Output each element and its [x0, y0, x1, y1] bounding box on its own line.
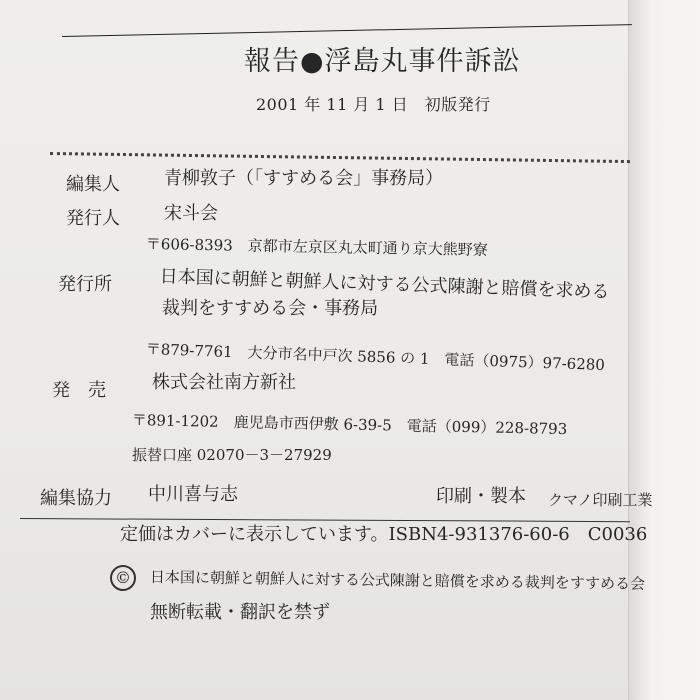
sales-address: 〒891-1202 鹿児島市西伊敷 6-39-5 電話（099）228-8793 — [131, 411, 568, 439]
edition-date: 2001 年 11 月 1 日 初版発行 — [256, 95, 491, 114]
cooperation-value: 中川喜与志 — [148, 484, 238, 505]
transfer-account: 振替口座 02070－3－27929 — [132, 446, 332, 464]
dotted-divider — [50, 152, 630, 163]
editor-label: 編集人 — [66, 174, 120, 195]
office-address: 〒879-7761 大分市名中戸次 5856 の 1 電話（0975）97-6280 — [145, 340, 606, 375]
editor-value: 青柳敦子（「すすめる会」事務局） — [164, 168, 444, 189]
copyright-icon: © — [110, 565, 136, 591]
page-edge — [628, 0, 700, 700]
book-title: 報告●浮島丸事件訴訟 — [244, 46, 521, 77]
publisher-label: 発行人 — [66, 208, 120, 229]
top-rule — [62, 24, 632, 37]
office-label: 発行所 — [58, 274, 112, 295]
publisher-value: 宋斗会 — [164, 203, 218, 224]
cooperation-label: 編集協力 — [40, 488, 112, 509]
office-value-line1: 日本国に朝鮮と朝鮮人に対する公式陳謝と賠償を求める — [159, 266, 610, 303]
sales-value: 株式会社南方新社 — [152, 372, 296, 393]
sales-label: 発 売 — [52, 380, 106, 401]
office-value-line2: 裁判をすすめる会・事務局 — [162, 298, 379, 319]
printing-label: 印刷・製本 — [436, 486, 526, 507]
bottom-rule — [20, 518, 630, 522]
price-isbn: 定価はカバーに表示しています。ISBN4-931376-60-6 C0036 — [120, 524, 648, 545]
printing-value: クマノ印刷工業 — [548, 491, 653, 509]
publisher-address: 〒606-8393 京都市左京区丸太町通り京大熊野寮 — [145, 235, 488, 259]
no-reproduction-notice: 無断転載・翻訳を禁ず — [150, 602, 330, 623]
copyright-holder: 日本国に朝鮮と朝鮮人に対する公式陳謝と賠償を求める裁判をすすめる会 — [149, 568, 646, 593]
